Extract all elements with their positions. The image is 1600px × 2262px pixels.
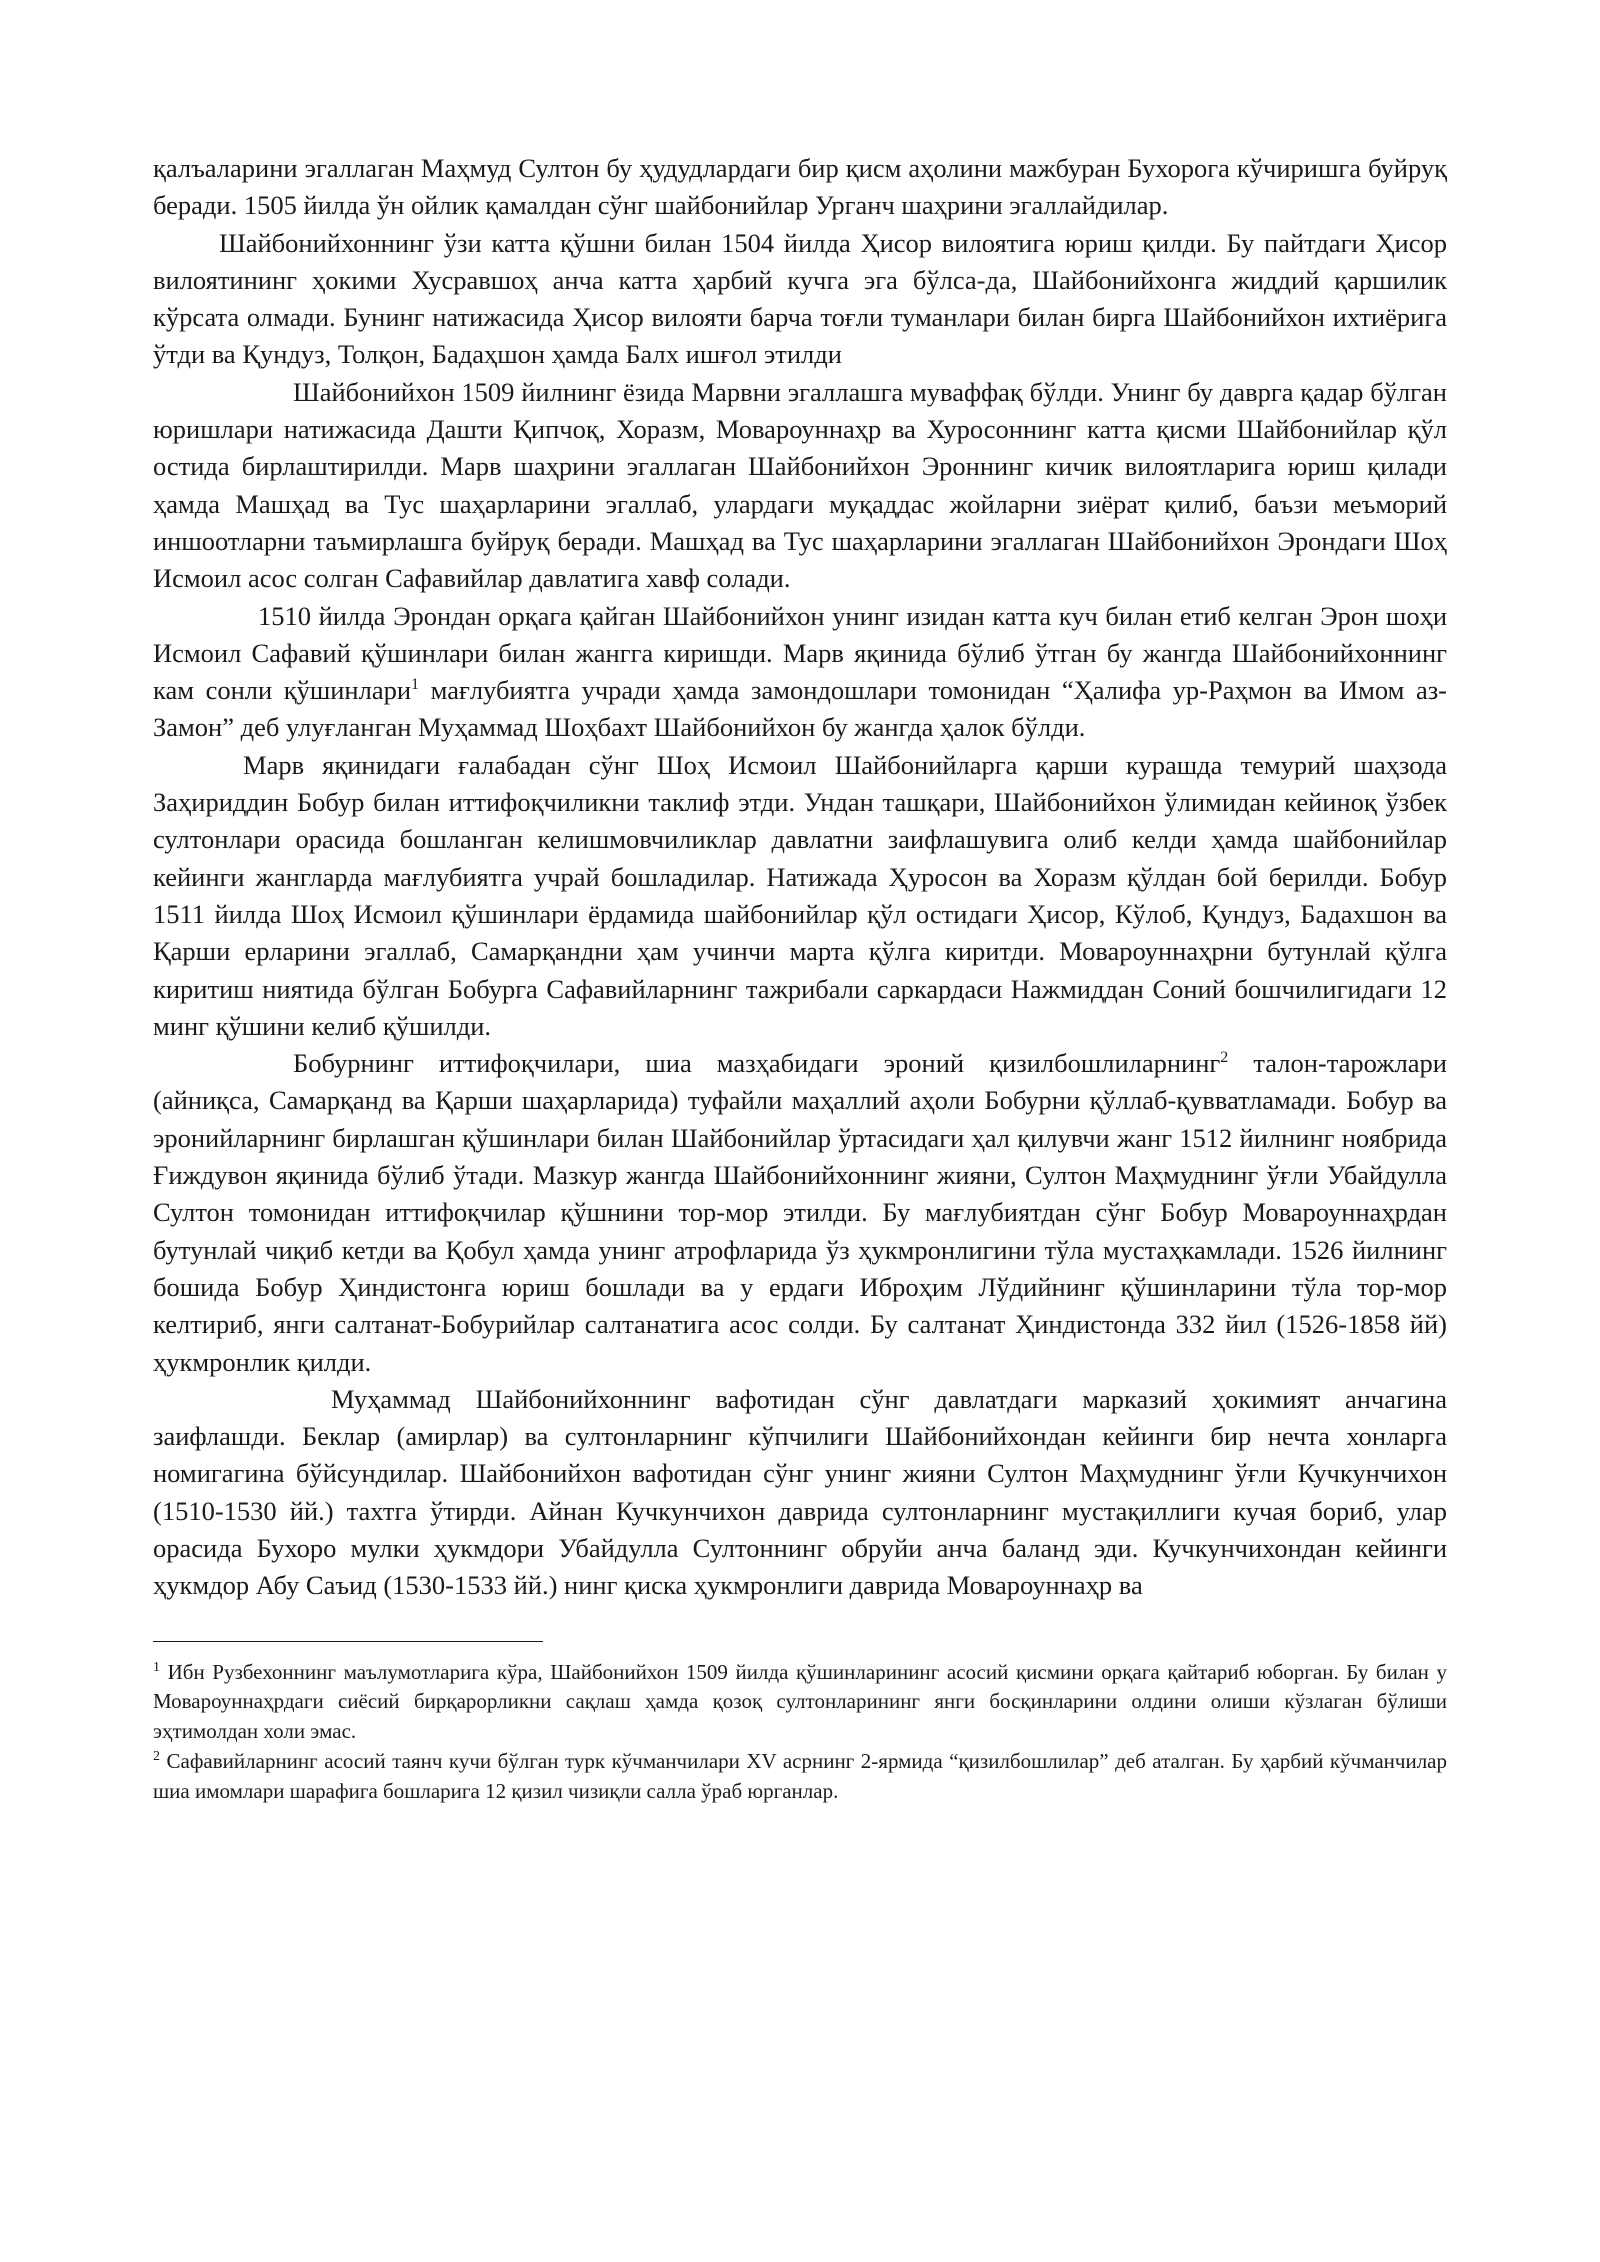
paragraph [153,1045,1447,1381]
footnote-mark: 2 [153,1748,160,1764]
document-page [153,150,1447,1807]
footnote-2 [153,1747,1447,1807]
body-text [153,150,1447,1605]
footnote-text: Ибн Рузбехоннинг маълумотларига кўра, Шайбонийхон 1509 йилда қўшинларининг асосий қисмини орқага қайтариб юборган. Бу билан у Мовароуннаҳрдаги сиёсий бирқарорликни сақлаш ҳамда қозоқ султонларининг янги босқинларини олдини олиши кўзлаган бўлиши эҳтимолдан холи эмас. [153,1659,1447,1744]
paragraph-text: 1510 йилда Эрондан орқага қайган Шайбонийхон унинг изидан катта куч билан етиб келган Эрон шоҳи Исмоил Сафавий қўшинлари билан жангга киришди. Марв яқинида бўлиб ўтган бу жангда Шайбонийхоннинг кам сонли қўшинлари [153,600,1447,706]
paragraph: Муҳаммад Шайбонийхоннинг вафотидан сўнг давлатдаги марказий ҳокимият анчагина заифлашди. Беклар (амирлар) ва султонларнинг кўпчилиги Шайбонийхондан кейинги бир нечта хонларга номигагина бўйсундилар. Шайбонийхон вафотидан сўнг унинг жияни Султон Маҳмуднинг ўғли Кучкунчихон (1510-1530 йй.) тахтга ўтирди. Айнан Кучкунчихон даврида султонларнинг мустақиллиги кучая бориб, улар орасида Бухоро мулки ҳукмдори Убайдулла Султоннинг обруйи анча баланд эди. Кучкунчихондан кейинги ҳукмдор Абу Саъид (1530-1533 йй.) нинг қиска ҳукмронлиги даврида Мовароуннаҳр ва [153,1383,1447,1601]
footnote-1 [153,1658,1447,1747]
paragraph: қалъаларини эгаллаган Маҳмуд Султон бу ҳудудлардаги бир қисм аҳолини мажбуран Бухорога кўчиришга буйруқ беради. 1505 йилда ўн ойлик қамалдан сўнг шайбонийлар Урганч шаҳрини эгаллайдилар. [153,153,1447,221]
footnote-mark: 1 [153,1659,160,1675]
paragraph: Шайбонийхон 1509 йилнинг ёзида Марвни эгаллашга муваффақ бўлди. Унинг бу даврга қадар бўлган юришлари натижасида Дашти Қипчоқ, Хоразм, Мовароуннаҳр ва Хуросоннинг катта қисми Шайбонийлар қўл остида бирлаштирилди. Марв шаҳрини эгаллаган Шайбонийхон Эроннинг кичик вилоятларига юриш қилади ҳамда Машҳад ва Тус шаҳарларини эгаллаб, улардаги муқаддас жойларни зиёрат қилиб, баъзи меъморий иншоотларни таъмирлашга буйруқ беради. Машҳад ва Тус шаҳарларини эгаллаган Шайбонийхон Эрондаги Шоҳ Исмоил асос солган Сафавийлар давлатига хавф солади. [153,376,1447,594]
footnote-text: Сафавийларнинг асосий таянч кучи бўлган турк кўчманчилари XV асрнинг 2-ярмида “қизилбошлилар” деб аталган. Бу ҳарбий кўчманчилар шиа имомлари шарафига бошларига 12 қизил чизиқли салла ўраб юрганлар. [153,1748,1447,1803]
paragraph: Шайбонийхоннинг ўзи катта қўшни билан 1504 йилда Ҳисор вилоятига юриш қилди. Бу пайтдаги Ҳисор вилоятининг ҳокими Хусравшоҳ анча катта ҳарбий кучга эга бўлса-да, Шайбонийхонга жиддий қаршилик кўрсата олмади. Бунинг натижасида Ҳисор вилояти барча тоғли туманлари билан бирга Шайбонийхон ихтиёрига ўтди ва Қундуз, Толқон, Бадаҳшон ҳамда Балх ишғол этилди [153,227,1447,370]
footnote-ref-1[interactable]: 1 [411,676,420,694]
paragraph-text: талон-тарожлари (айниқса, Самарқанд ва Қарши шаҳарларида) туфайли маҳаллий аҳоли Бобурни қўллаб-қувватламади. Бобур ва эронийларнинг бирлашган қўшинлари билан Шайбонийлар ўртасидаги ҳал қилувчи жанг 1512 йилнинг ноябрида Ғиждувон яқинида бўлиб ўтади. Мазкур жангда Шайбонийхоннинг жияни, Султон Маҳмуднинг ўғли Убайдулла Султон томонидан иттифоқчилар қўшнини тор-мор этилди. Бу мағлубиятдан сўнг Бобур Мовароуннаҳрдан бутунлай чиқиб кетди ва Қобул ҳамда унинг атрофларида ўз ҳукмронлигини тўла мустаҳкамлади. 1526 йилнинг бошида Бобур Ҳиндистонга юриш бошлади ва у ердаги Иброҳим Лўдийнинг қўшинларини тўла тор-мор келтириб, янги салтанат-Бобурийлар салтанатига асос солди. Бу салтанат Ҳиндистонда 332 йил (1526-1858 йй) ҳукмронлик қилди. [153,1048,1447,1377]
paragraph: Марв яқинидаги ғалабадан сўнг Шоҳ Исмоил Шайбонийларга қарши курашда темурий шаҳзода Заҳириддин Бобур билан иттифоқчиликни таклиф этди. Ундан ташқари, Шайбонийхон ўлимидан кейиноқ ўзбек султонлари орасида бошланган келишмовчиликлар давлатни заифлашувига олиб келди ҳамда шайбонийлар кейинги жангларда мағлубиятга учрай бошладилар. Натижада Ҳуросон ва Хоразм қўлдан бой берилди. Бобур 1511 йилда Шоҳ Исмоил қўшинлари ёрдамида шайбонийлар қўл остидаги Ҳисор, Кўлоб, Қундуз, Бадахшон ва Қарши ерларини эгаллаб, Самарқандни ҳам учинчи марта қўлга киритди. Мовароуннаҳрни бутунлай қўлга киритиш ниятида бўлган Бобурга Сафавийларнинг тажрибали саркардаси Нажмиддан Соний бошчилигидаги 12 минг қўшини келиб қўшилди. [153,749,1447,1041]
footnote-separator [153,1641,543,1642]
paragraph-text: Бобурнинг иттифоқчилари, шиа мазҳабидаги эроний қизилбошлиларнинг [293,1048,1221,1079]
footnotes [153,1658,1447,1807]
footnote-ref-2[interactable]: 2 [1220,1049,1229,1067]
paragraph-text: мағлубиятга учради ҳамда замондошлари томонидан “Ҳалифа ур-Раҳмон ва Имом аз-Замон” деб улуғланган Муҳаммад Шоҳбахт Шайбонийхон бу жангда ҳалок бўлди. [153,675,1448,743]
paragraph [153,598,1447,747]
